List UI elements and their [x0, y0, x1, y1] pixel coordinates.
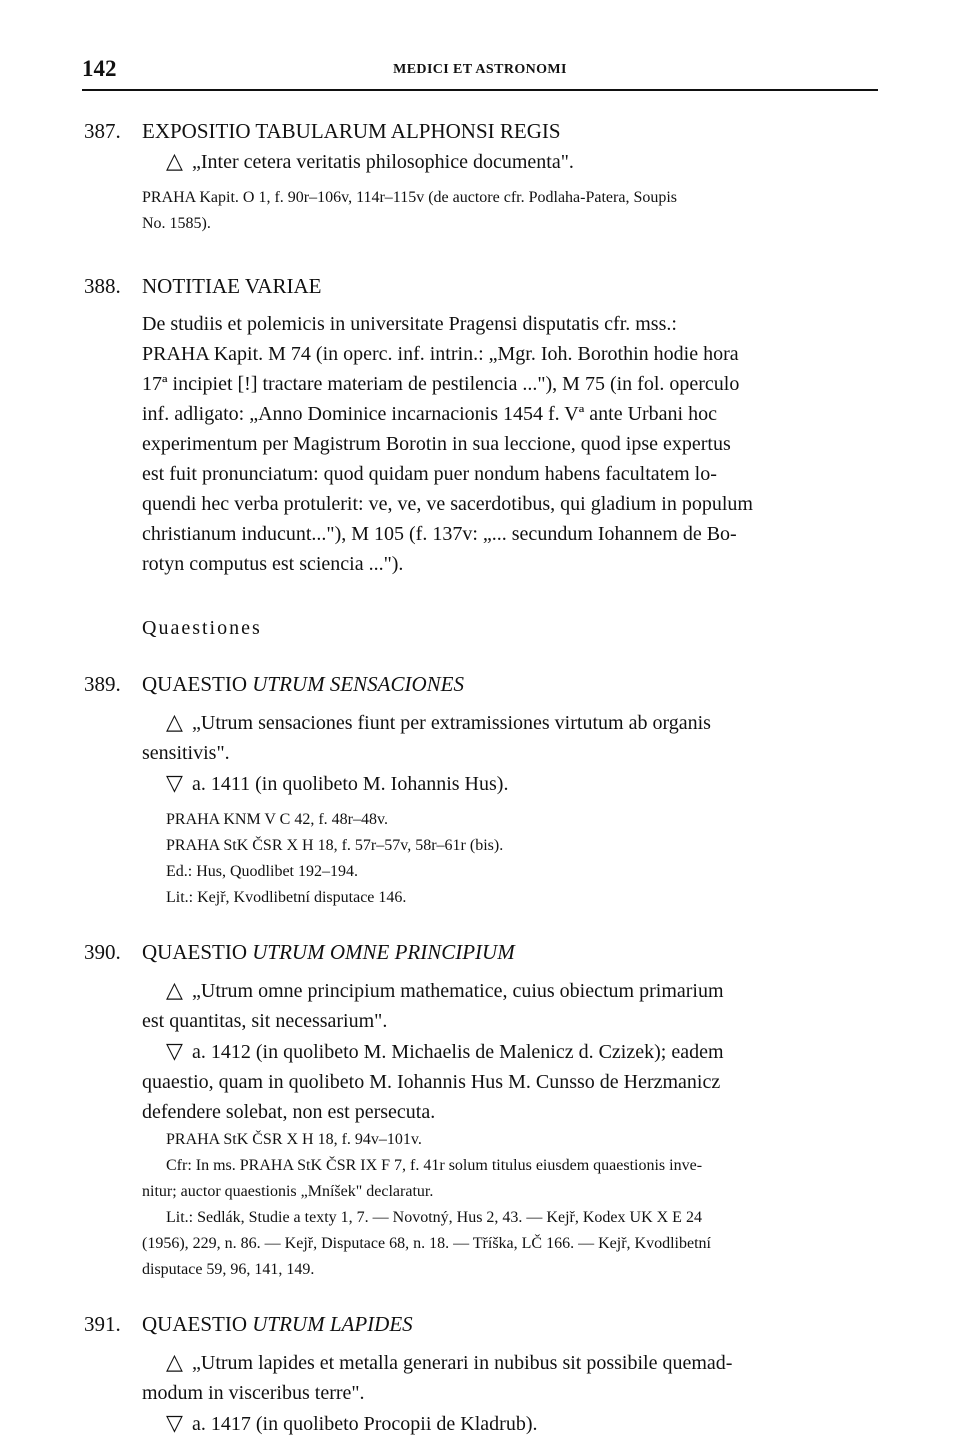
entry-number: 390. [84, 940, 121, 964]
date-line: ▽ a. 1417 (in quolibeto Procopii de Kladrub). [142, 1408, 878, 1439]
text-line: christianum inducunt..."), M 105 (f. 137v: „... secundum Iohannem de Bo- [142, 523, 737, 545]
entry-390 [84, 937, 878, 1283]
incipit-triangle-icon: △ [166, 1349, 183, 1374]
entry-title: QUAESTIO [142, 940, 247, 964]
entry-title: QUAESTIO [142, 1312, 247, 1336]
edition-line: Ed.: Hus, Quodlibet 192–194. [166, 863, 358, 880]
section-title: Quaestiones [142, 617, 262, 639]
text-line: rotyn computus est sciencia ..."). [142, 553, 404, 575]
page-number: 142 [82, 56, 117, 81]
cfr-line: Cfr: In ms. PRAHA StK ČSR IX F 7, f. 41r solum titulus eiusdem quaestionis inve- [166, 1157, 703, 1174]
text-line: quendi hec verba protulerit: ve, ve, ve sacerdotibus, qui gladium in populum [142, 493, 753, 515]
text-line: experimentum per Magistrum Borotin in sua leccione, quod ipse expertus [142, 433, 731, 455]
manuscript-line: PRAHA KNM V C 42, f. 48r–48v. [166, 811, 388, 828]
date-line: quaestio, quam in quolibeto M. Iohannis Hus M. Cunsso de Herzmanicz [142, 1071, 721, 1093]
entry-title: EXPOSITIO TABULARUM ALPHONSI REGIS [142, 119, 561, 143]
text-line: est fuit pronunciatum: quod quidam puer nondum habens facultatem lo- [142, 463, 717, 485]
page-header [82, 56, 878, 92]
header-rule [82, 89, 878, 91]
incipit-line: est quantitas, sit necessarium". [142, 1010, 388, 1032]
manuscript-line: PRAHA StK ČSR X H 18, f. 57r–57v, 58r–61r (bis). [166, 837, 504, 854]
entry-heading [84, 1309, 878, 1339]
entry-title: QUAESTIO [142, 672, 247, 696]
entry-heading [84, 669, 878, 699]
entry-388 [84, 271, 878, 579]
date-triangle-icon: ▽ [166, 1410, 183, 1435]
literature-line: (1956), 229, n. 86. — Kejř, Disputace 68, n. 18. — Tříška, LČ 166. — Kejř, Kvodlibetní [142, 1235, 711, 1252]
entry-heading [84, 937, 878, 967]
manuscript-line: PRAHA Kapit. O 1, f. 90r–106v, 114r–115v (de auctore cfr. Podlaha-Patera, Soupis [142, 189, 678, 206]
page-body [84, 116, 878, 1439]
manuscript-line: No. 1585). [142, 215, 211, 232]
incipit-triangle-icon: △ [166, 709, 183, 734]
entry-number: 389. [84, 672, 121, 696]
entry-387 [84, 116, 878, 237]
incipit-line: modum in visceribus terre". [142, 1382, 365, 1404]
incipit-line: △ „Inter cetera veritatis philosophice documenta". [142, 146, 878, 177]
date-line: defendere solebat, non est persecuta. [142, 1101, 436, 1123]
literature-line: Lit.: Sedlák, Studie a texty 1, 7. — Novotný, Hus 2, 43. — Kejř, Kodex UK X E 24 [166, 1209, 702, 1226]
entry-391 [84, 1309, 878, 1439]
text-line: PRAHA Kapit. M 74 (in operc. inf. intrin.: „Mgr. Ioh. Borothin hodie hora [142, 343, 739, 365]
incipit-line: sensitivis". [142, 742, 230, 764]
entry-number: 391. [84, 1312, 121, 1336]
manuscript-line: PRAHA StK ČSR X H 18, f. 94v–101v. [166, 1131, 422, 1148]
entry-title-italic: UTRUM OMNE PRINCIPIUM [252, 940, 515, 964]
cfr-line: nitur; auctor quaestionis „Mníšek" declaratur. [142, 1183, 434, 1200]
incipit-line: △ „Utrum lapides et metalla generari in nubibus sit possibile quemad- [142, 1347, 878, 1378]
entry-number: 388. [84, 274, 121, 298]
literature-line: Lit.: Kejř, Kvodlibetní disputace 146. [166, 889, 407, 906]
incipit-line: △ „Utrum omne principium mathematice, cuius obiectum primarium [142, 975, 878, 1006]
date-triangle-icon: ▽ [166, 770, 183, 795]
text-line: 17ª incipiet [!] tractare materiam de pestilencia ..."), M 75 (in fol. operculo [142, 373, 740, 395]
incipit-line: △ „Utrum sensaciones fiunt per extramissiones virtutum ab organis [142, 707, 878, 738]
running-head: MEDICI ET ASTRONOMI [393, 62, 567, 77]
entry-heading [84, 116, 878, 146]
entry-title-italic: UTRUM SENSACIONES [252, 672, 464, 696]
incipit-triangle-icon: △ [166, 148, 183, 173]
entry-title-italic: UTRUM LAPIDES [252, 1312, 413, 1336]
entry-heading [84, 271, 878, 301]
entry-389 [84, 669, 878, 911]
date-line: ▽ a. 1412 (in quolibeto M. Michaelis de Malenicz d. Czizek); eadem [142, 1036, 878, 1067]
incipit-triangle-icon: △ [166, 977, 183, 1002]
entry-number: 387. [84, 119, 121, 143]
date-triangle-icon: ▽ [166, 1038, 183, 1063]
text-line: De studiis et polemicis in universitate Pragensi disputatis cfr. mss.: [142, 313, 677, 335]
date-line: ▽ a. 1411 (in quolibeto M. Iohannis Hus). [142, 768, 878, 799]
text-line: inf. adligato: „Anno Dominice incarnacionis 1454 f. Vª ante Urbani hoc [142, 403, 717, 425]
entry-title: NOTITIAE VARIAE [142, 274, 322, 298]
literature-line: disputace 59, 96, 141, 149. [142, 1261, 315, 1278]
